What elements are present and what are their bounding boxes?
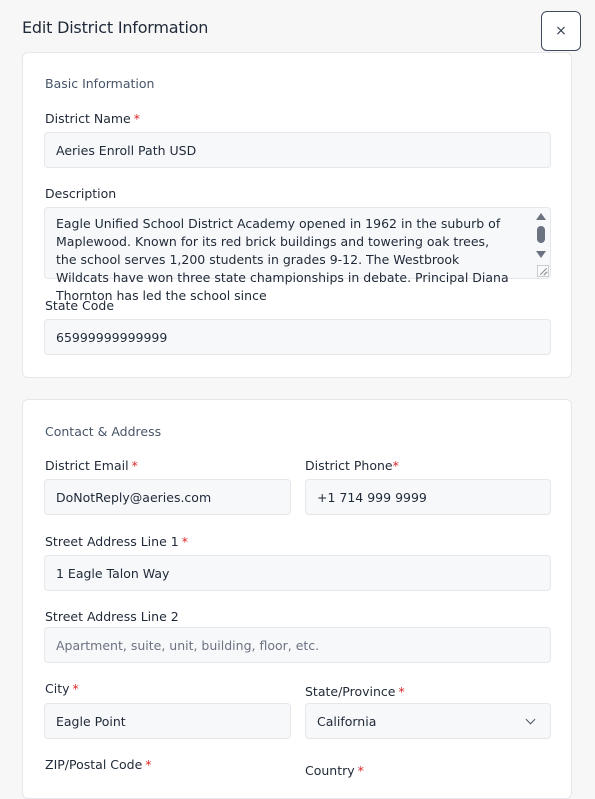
section-title-basic: Basic Information — [45, 76, 155, 91]
state-province-value: California — [317, 713, 377, 729]
street-address-1-input[interactable]: 1 Eagle Talon Way — [44, 555, 551, 591]
description-textarea[interactable] — [44, 207, 551, 303]
street-address-2-label: Street Address Line 2 — [45, 609, 179, 624]
street-address-2-input[interactable]: Apartment, suite, unit, building, floor, etc. — [44, 627, 551, 663]
country-label: Country * — [305, 763, 364, 778]
close-icon: × — [555, 23, 567, 39]
required-marker: * — [398, 684, 405, 699]
district-phone-label: District Phone* — [305, 458, 399, 473]
district-email-input[interactable]: DoNotReply@aeries.com — [44, 479, 291, 515]
zip-postal-code-label: ZIP/Postal Code * — [45, 757, 152, 772]
scroll-thumb[interactable] — [537, 226, 545, 243]
district-name-input[interactable]: Aeries Enroll Path USD — [44, 132, 551, 168]
description-text: Eagle Unified School District Academy opened in 1962 in the suburb of Maplewood. Known for its red brick buildings and towering oak trees, the school serves 1,200 students in grades 9-12. The Westbrook Wildcats have won three state championships in debate. Principal Diana Thornton has led the school since — [56, 216, 509, 303]
state-province-select[interactable] — [305, 703, 551, 739]
required-marker: * — [72, 681, 79, 696]
district-email-label: District Email * — [45, 458, 138, 473]
city-label: City * — [45, 681, 79, 696]
required-marker: * — [357, 763, 364, 778]
required-marker: * — [392, 458, 399, 473]
description-scrollbar[interactable] — [535, 211, 547, 261]
required-marker: * — [133, 111, 140, 126]
state-code-input[interactable]: 65999999999999 — [44, 319, 551, 355]
state-code-label: State Code — [45, 298, 115, 313]
basic-information-card — [22, 52, 572, 378]
city-input[interactable]: Eagle Point — [44, 703, 291, 739]
state-province-label: State/Province * — [305, 684, 405, 699]
description-label: Description — [45, 186, 117, 201]
district-phone-input[interactable]: +1 714 999 9999 — [305, 479, 551, 515]
close-button[interactable] — [541, 11, 581, 51]
scroll-up-arrow-icon[interactable] — [536, 213, 546, 220]
required-marker: * — [181, 534, 188, 549]
section-title-contact: Contact & Address — [45, 424, 162, 439]
scroll-down-arrow-icon[interactable] — [536, 251, 546, 258]
required-marker: * — [131, 458, 138, 473]
chevron-down-icon — [526, 715, 536, 725]
contact-address-card — [22, 399, 572, 799]
resize-handle-icon[interactable] — [537, 265, 549, 277]
street-address-1-label: Street Address Line 1 * — [45, 534, 188, 549]
required-marker: * — [145, 757, 152, 772]
district-name-label: District Name * — [45, 111, 140, 126]
modal-title: Edit District Information — [22, 18, 209, 37]
